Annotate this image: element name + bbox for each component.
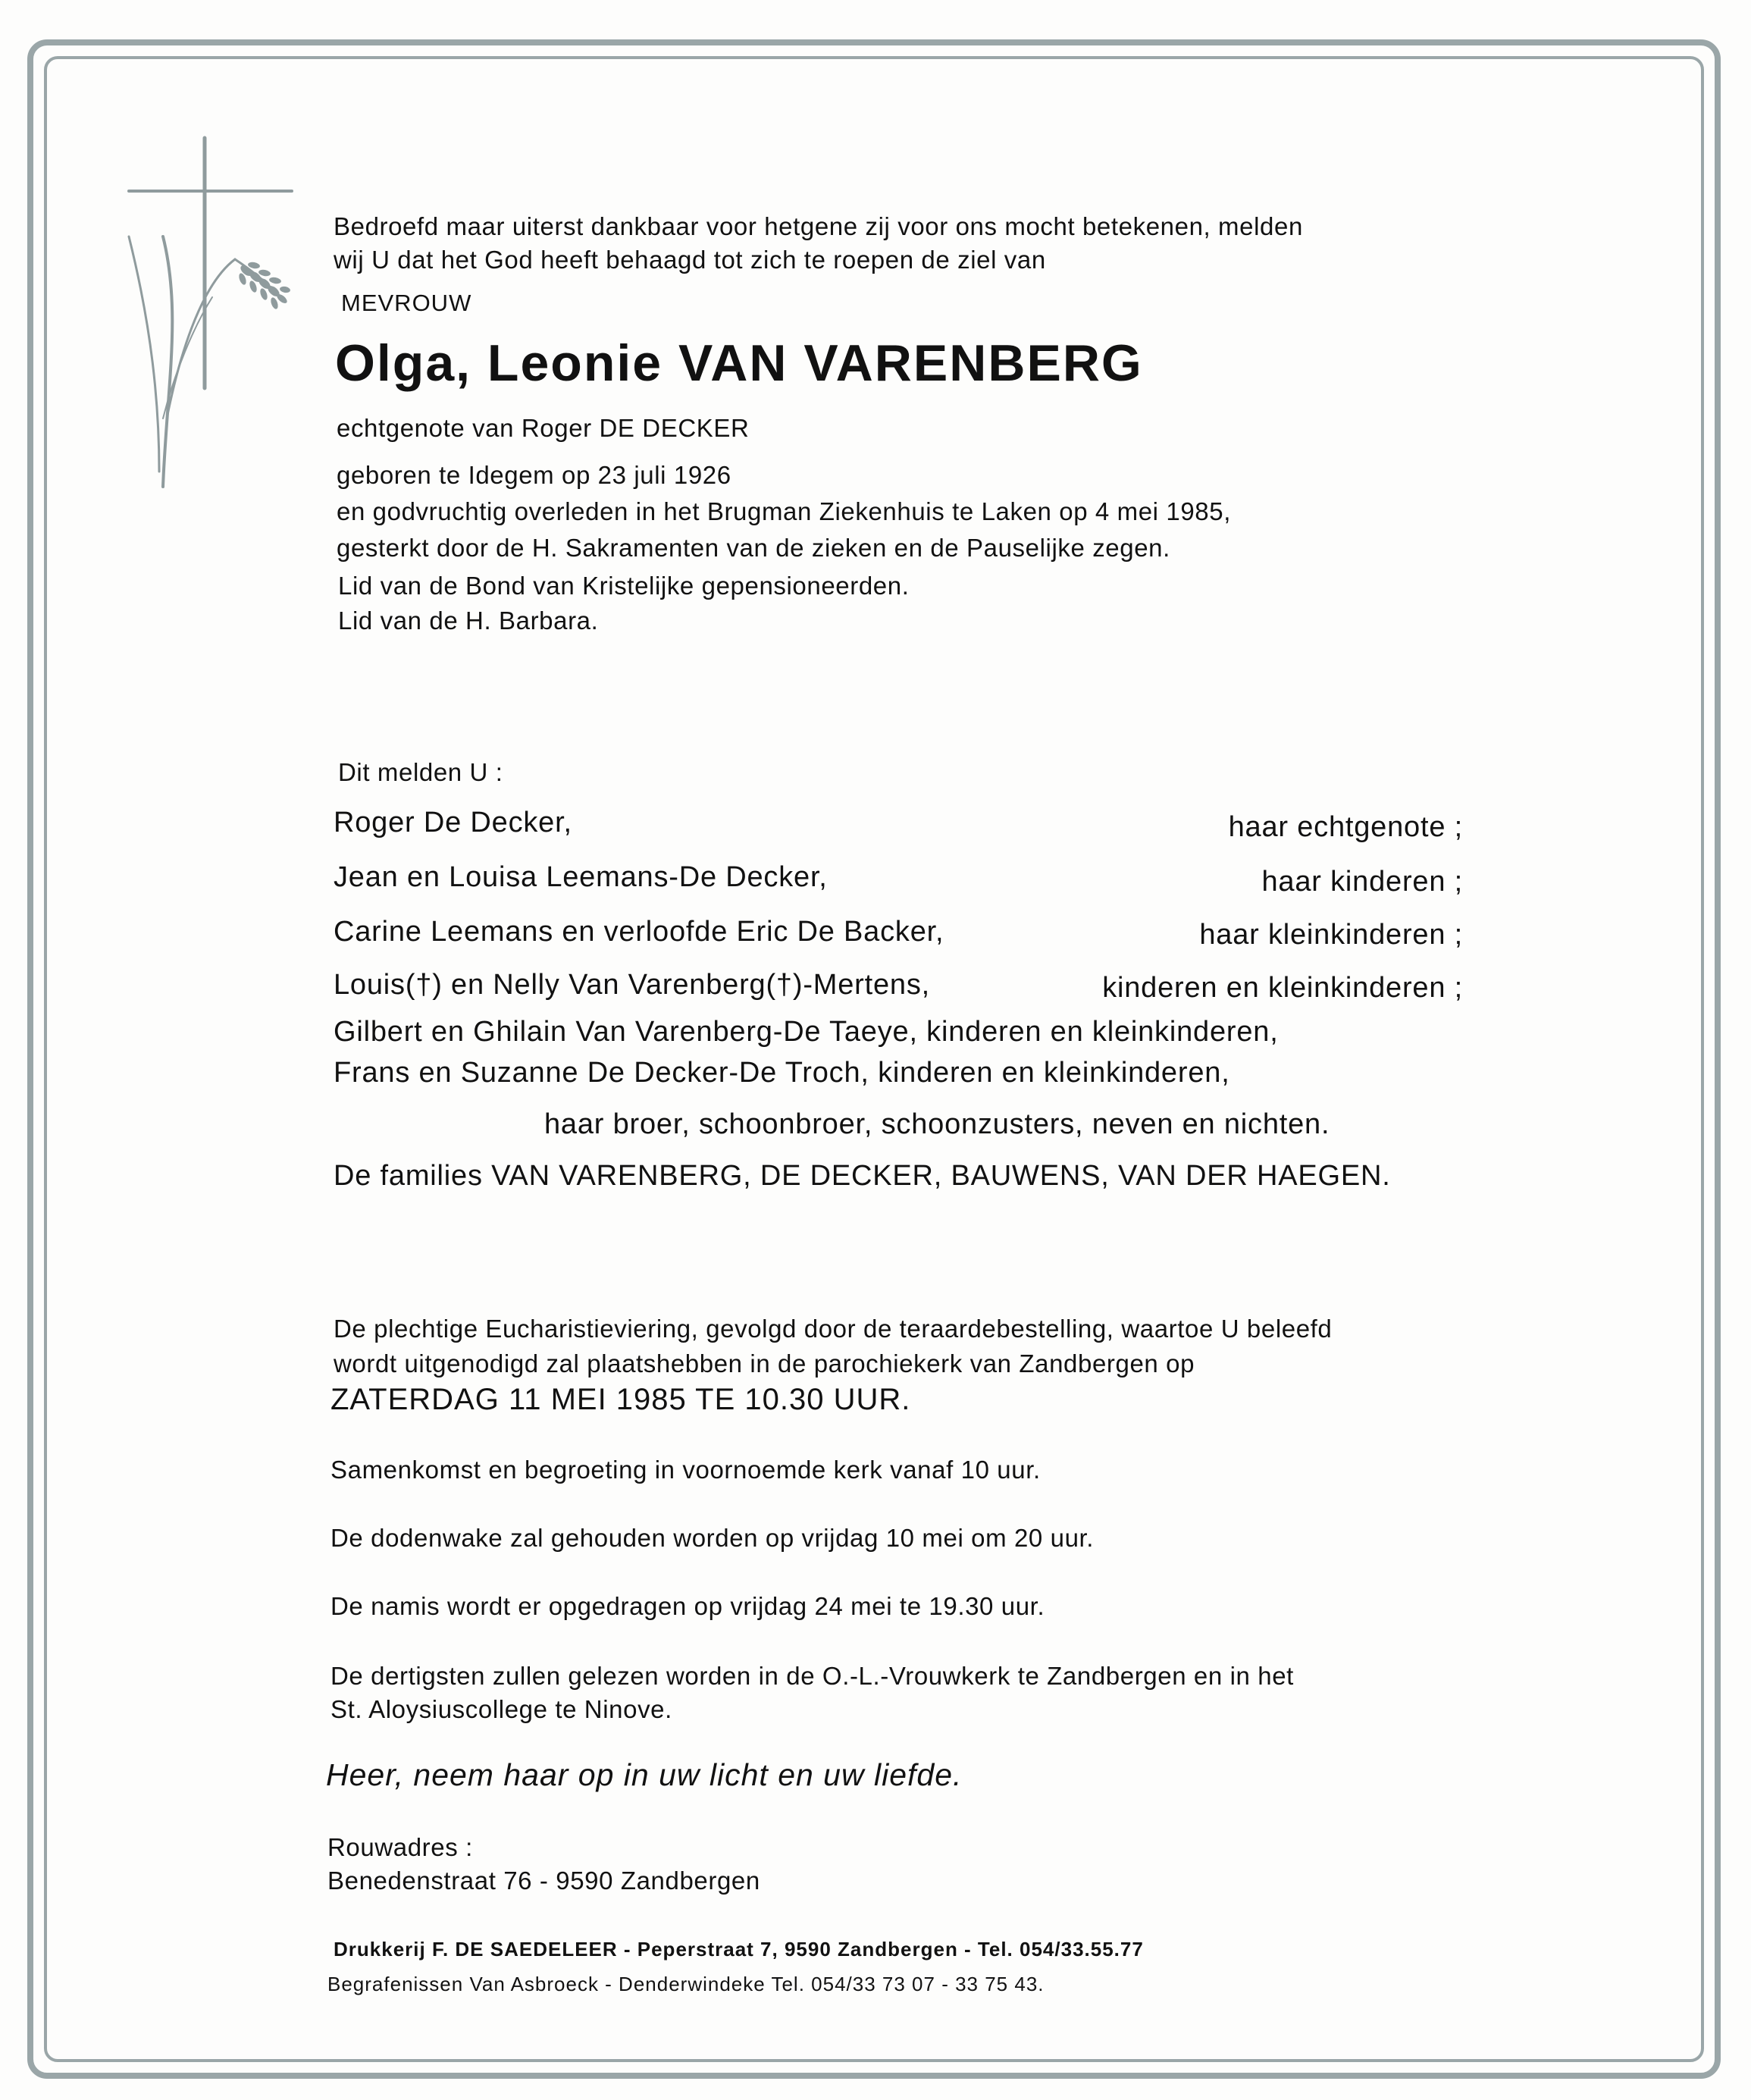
family-relation: haar kleinkinderen ;: [1199, 919, 1463, 951]
title-prefix: MEVROUW: [341, 290, 472, 316]
ceremony-date: ZATERDAG 11 MEI 1985 TE 10.30 UUR.: [330, 1383, 911, 1416]
family-line: Louis(†) en Nelly Van Varenberg(†)-Mertens,: [334, 969, 930, 1001]
family-relation: haar echtgenote ;: [1228, 811, 1463, 843]
families-line: De families VAN VARENBERG, DE DECKER, BAUWENS, VAN DER HAEGEN.: [334, 1160, 1391, 1192]
namis-line: De namis wordt er opgedragen op vrijdag 24 mei te 19.30 uur.: [330, 1592, 1045, 1620]
membership-line-2: Lid van de H. Barbara.: [338, 606, 599, 635]
address-value: Benedenstraat 76 - 9590 Zandbergen: [327, 1866, 760, 1895]
death-line: en godvruchtig overleden in het Brugman Ziekenhuis te Laken op 4 mei 1985,: [337, 497, 1231, 525]
ceremony-line-1: De plechtige Eucharistieviering, gevolgd door de teraardebestelling, waartoe U beleefd: [334, 1315, 1333, 1343]
family-line: Carine Leemans en verloofde Eric De Backer,: [334, 916, 944, 948]
announcers-heading: Dit melden U :: [338, 758, 503, 786]
printer-line-2: Begrafenissen Van Asbroeck - Denderwindeke Tel. 054/33 73 07 - 33 75 43.: [327, 1973, 1045, 1995]
family-line: haar broer, schoonbroer, schoonzusters, neven en nichten.: [544, 1108, 1330, 1140]
family-relation: kinderen en kleinkinderen ;: [1102, 972, 1463, 1004]
prayer: Heer, neem haar op in uw licht en uw liefde.: [326, 1757, 963, 1792]
family-line: Gilbert en Ghilain Van Varenberg-De Taeye, kinderen en kleinkinderen,: [334, 1016, 1279, 1048]
family-relation: haar kinderen ;: [1261, 866, 1463, 898]
cross-with-wheat-icon: [121, 130, 303, 494]
membership-line-1: Lid van de Bond van Kristelijke gepensioneerden.: [338, 572, 910, 600]
intro-line-1: Bedroefd maar uiterst dankbaar voor hetgene zij voor ons mocht betekenen, melden: [334, 212, 1303, 240]
wake-line: De dodenwake zal gehouden worden op vrijdag 10 mei om 20 uur.: [330, 1524, 1095, 1552]
spouse-line: echtgenote van Roger DE DECKER: [337, 414, 750, 442]
family-line: Roger De Decker,: [334, 807, 572, 838]
masses-line-2: St. Aloysiuscollege te Ninove.: [330, 1695, 672, 1723]
deceased-name: Olga, Leonie VAN VARENBERG: [335, 334, 1143, 392]
printer-line-1: Drukkerij F. DE SAEDELEER - Peperstraat 7, 9590 Zandbergen - Tel. 054/33.55.77: [334, 1938, 1144, 1961]
gathering-line: Samenkomst en begroeting in voornoemde kerk vanaf 10 uur.: [330, 1456, 1041, 1484]
masses-line-1: De dertigsten zullen gelezen worden in de O.-L.-Vrouwkerk te Zandbergen en in het: [330, 1662, 1294, 1690]
family-line: Frans en Suzanne De Decker-De Troch, kinderen en kleinkinderen,: [334, 1057, 1230, 1089]
ceremony-line-2: wordt uitgenodigd zal plaatshebben in de parochiekerk van Zandbergen op: [334, 1349, 1195, 1378]
sacraments-line: gesterkt door de H. Sakramenten van de zieken en de Pauselijke zegen.: [337, 534, 1170, 562]
address-label: Rouwadres :: [327, 1833, 473, 1861]
family-line: Jean en Louisa Leemans-De Decker,: [334, 861, 828, 893]
birth-line: geboren te Idegem op 23 juli 1926: [337, 461, 731, 489]
intro-line-2: wij U dat het God heeft behaagd tot zich te roepen de ziel van: [334, 246, 1046, 274]
